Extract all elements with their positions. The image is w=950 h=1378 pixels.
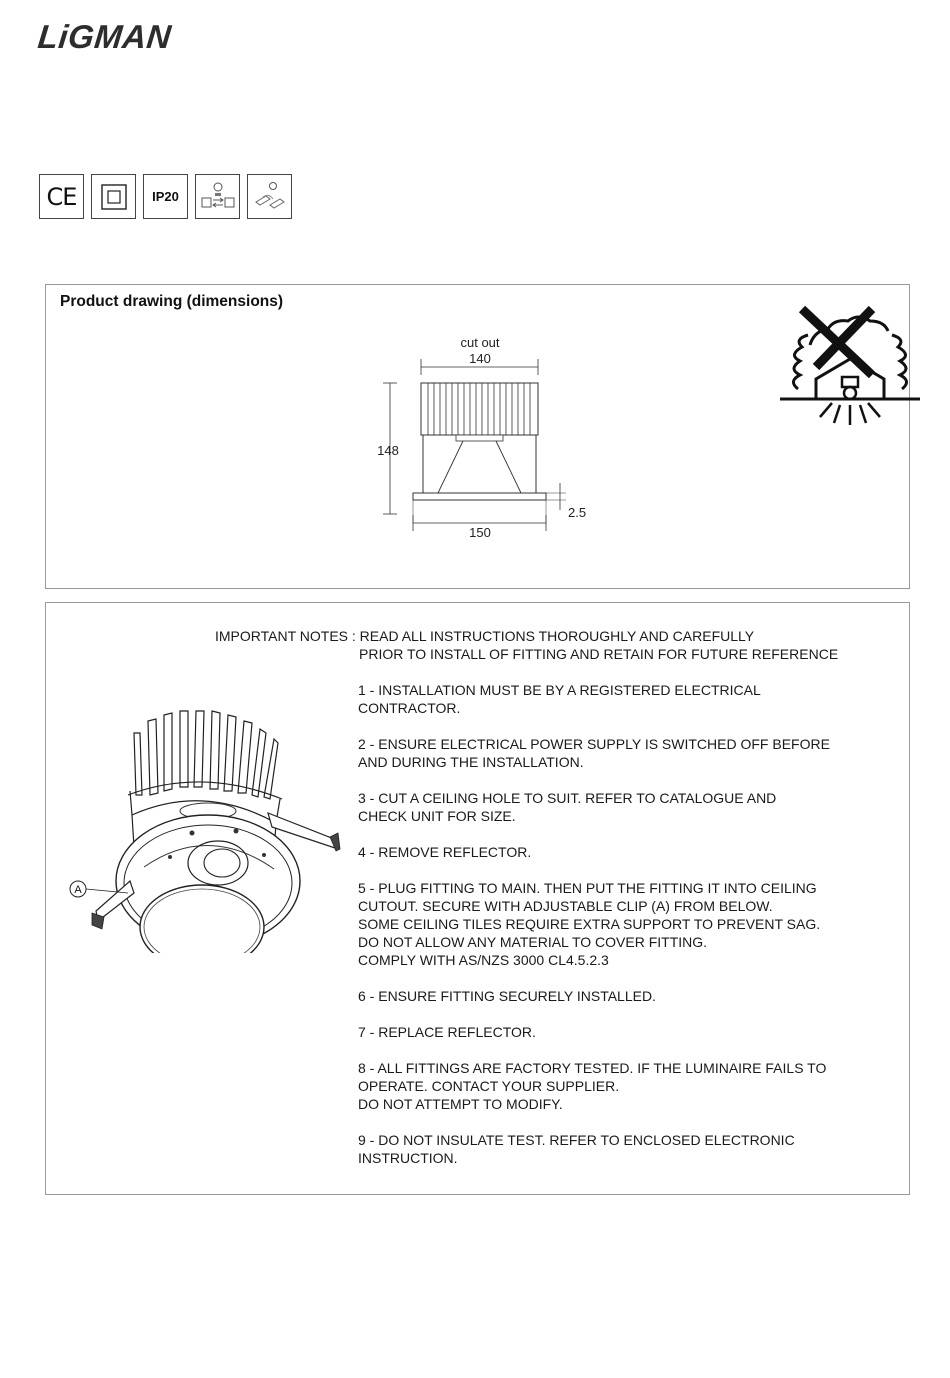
connector-icon bbox=[247, 174, 292, 219]
certification-icons bbox=[39, 174, 292, 219]
note-item: 7 - REPLACE REFLECTOR. bbox=[358, 1024, 536, 1040]
diameter-dimension: 150 bbox=[469, 525, 491, 540]
note-item: 6 - ENSURE FITTING SECURELY INSTALLED. bbox=[358, 988, 656, 1004]
cutout-dimension: 140 bbox=[469, 351, 491, 366]
note-item: 3 - CUT A CEILING HOLE TO SUIT. REFER TO CATALOGUE AND CHECK UNIT FOR SIZE. bbox=[358, 790, 777, 824]
ip-rating-label: IP20 bbox=[152, 189, 179, 204]
notes-heading-continued: PRIOR TO INSTALL OF FITTING AND RETAIN FOR FUTURE REFERENCE bbox=[359, 646, 839, 662]
clip-label: A bbox=[74, 884, 82, 896]
product-drawing-panel bbox=[45, 284, 910, 589]
ip-rating-icon bbox=[143, 174, 188, 219]
dimmable-icon bbox=[195, 174, 240, 219]
fixture-illustration bbox=[68, 703, 348, 953]
ce-mark-label: CE bbox=[46, 182, 77, 211]
class-ii-icon bbox=[91, 174, 136, 219]
note-item: 9 - DO NOT INSULATE TEST. REFER TO ENCLOSED ELECTRONIC INSTRUCTION. bbox=[358, 1132, 795, 1166]
note-item: 2 - ENSURE ELECTRICAL POWER SUPPLY IS SWITCHED OFF BEFORE AND DURING THE INSTALLATION. bbox=[358, 736, 830, 770]
no-insulation-cover-icon bbox=[776, 301, 924, 431]
cutout-label: cut out bbox=[460, 335, 500, 350]
note-item: 8 - ALL FITTINGS ARE FACTORY TESTED. IF THE LUMINAIRE FAILS TO OPERATE. CONTACT YOUR SUPPLIER. DO NOT ATTEMPT TO MODIFY. bbox=[358, 1060, 827, 1112]
notes-heading: IMPORTANT NOTES : READ ALL INSTRUCTIONS THOROUGHLY AND CAREFULLY bbox=[215, 628, 755, 644]
dimension-drawing bbox=[366, 331, 646, 551]
note-item: 4 - REMOVE REFLECTOR. bbox=[358, 844, 532, 860]
product-drawing-title: Product drawing (dimensions) bbox=[60, 293, 284, 310]
installation-notes-panel bbox=[45, 602, 910, 1195]
brand-logo: LiGMAN bbox=[36, 18, 174, 55]
notes-list bbox=[358, 681, 878, 1185]
note-item: 1 - INSTALLATION MUST BE BY A REGISTERED ELECTRICAL CONTRACTOR. bbox=[358, 682, 761, 716]
height-dimension: 148 bbox=[377, 443, 399, 458]
trim-thickness-dimension: 2.5 bbox=[568, 505, 587, 520]
note-item: 5 - PLUG FITTING TO MAIN. THEN PUT THE FITTING IT INTO CEILING CUTOUT. SECURE WITH ADJUSTABLE CLIP (A) FROM BELOW. SOME CEILING TILES REQUIRE EXTRA SUPPORT TO PREVENT SAG. DO NOT ALLOW ANY MATERIAL TO COVER FITTING. COMPLY WITH AS/NZS 3000 CL4.5.2.3 bbox=[358, 880, 821, 968]
ce-mark-icon bbox=[39, 174, 84, 219]
